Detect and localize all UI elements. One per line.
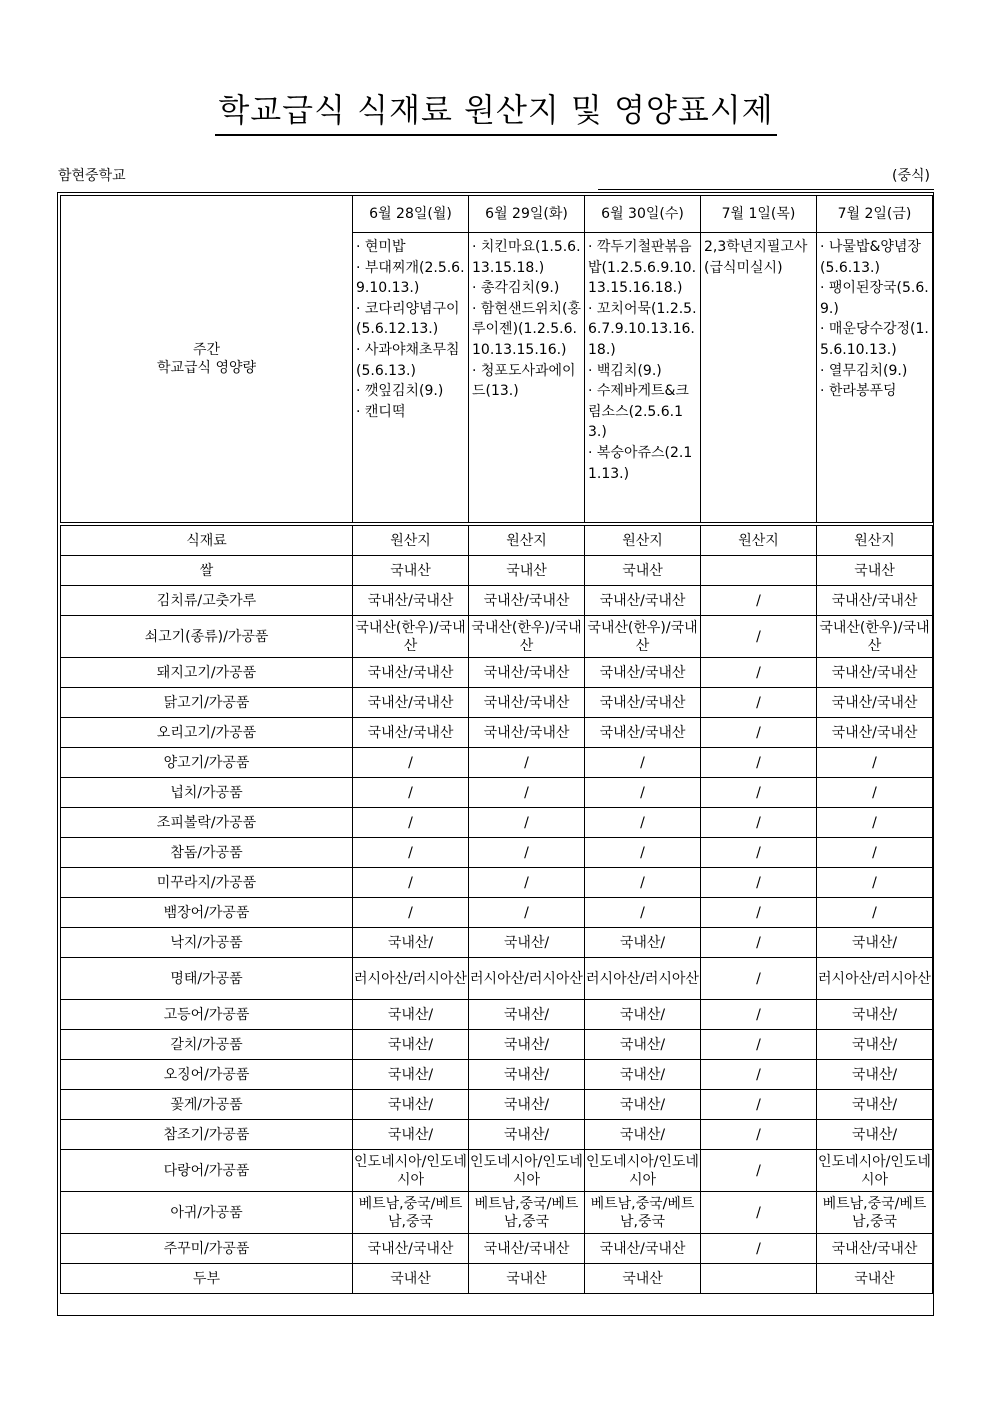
ingredient-name: 꽃게/가공품 xyxy=(61,1090,353,1120)
day-header: 6월 29일(화) xyxy=(469,196,585,233)
origin-header: 원산지 xyxy=(817,526,933,556)
origin-value: 국내산/국내산 xyxy=(469,718,585,748)
menu-item: · 함현샌드위치(홍루이젠)(1.2.5.6.10.13.15.16.) xyxy=(472,300,582,358)
origin-value: 국내산 xyxy=(469,1264,585,1294)
menu-item: · 깻잎김치(9.) xyxy=(356,383,444,400)
page-title-wrap xyxy=(0,88,992,136)
origin-value: 국내산/ xyxy=(353,1060,469,1090)
table-row xyxy=(61,586,933,616)
origin-value: / xyxy=(585,748,701,778)
origin-value: 국내산/ xyxy=(469,1000,585,1030)
menu-item: · 한라봉푸딩 xyxy=(820,383,897,400)
origin-value: 국내산/국내산 xyxy=(353,1234,469,1264)
origin-value: 국내산 xyxy=(817,1264,933,1294)
origin-value: / xyxy=(701,586,817,616)
origin-value: / xyxy=(701,748,817,778)
origin-value: / xyxy=(817,868,933,898)
page-title: 학교급식 식재료 원산지 및 영양표시제 xyxy=(215,88,776,136)
menu-cell xyxy=(469,233,585,523)
origin-value: 베트남,중국/베트남,중국 xyxy=(353,1192,469,1234)
school-name: 함현중학교 xyxy=(58,168,126,184)
origin-value: 국내산(한우)/국내산 xyxy=(817,616,933,658)
origin-value: 국내산/국내산 xyxy=(817,658,933,688)
day-header: 6월 28일(월) xyxy=(353,196,469,233)
origin-value: 국내산/ xyxy=(353,1030,469,1060)
origin-value: / xyxy=(817,838,933,868)
origin-value: 국내산(한우)/국내산 xyxy=(353,616,469,658)
table-row xyxy=(61,928,933,958)
origin-value: / xyxy=(701,1234,817,1264)
menu-item: · 나물밥&양념장(5.6.13.) xyxy=(820,239,921,276)
origin-value: 국내산/국내산 xyxy=(817,1234,933,1264)
menu-item: · 부대찌개(2.5.6.9.10.13.) xyxy=(356,259,465,297)
table-row xyxy=(61,688,933,718)
origin-value: 국내산/국내산 xyxy=(469,586,585,616)
origin-value xyxy=(701,1264,817,1294)
origin-value xyxy=(701,556,817,586)
origin-value: / xyxy=(701,1120,817,1150)
menu-item: · 매운당수강정(1.5.6.10.13.) xyxy=(820,321,929,358)
origin-value: 국내산/ xyxy=(817,1060,933,1090)
origin-value: 국내산/ xyxy=(817,1120,933,1150)
day-header: 7월 1일(목) xyxy=(701,196,817,233)
origin-value: 국내산/ xyxy=(585,1120,701,1150)
table-row xyxy=(61,556,933,586)
table-row xyxy=(61,1234,933,1264)
origin-value: 국내산/ xyxy=(817,928,933,958)
meal-type: (중식) xyxy=(892,168,930,184)
table-row xyxy=(61,868,933,898)
origin-value: 국내산/ xyxy=(469,1060,585,1090)
origin-value: / xyxy=(585,778,701,808)
origin-value: 인도네시아/인도네시아 xyxy=(469,1150,585,1192)
weekly-label: 주간 xyxy=(192,342,221,358)
origin-value: 국내산/ xyxy=(353,1090,469,1120)
origin-header-row xyxy=(61,526,933,556)
menu-item: · 복숭아쥬스(2.11.13.) xyxy=(588,444,693,482)
origin-value: / xyxy=(469,748,585,778)
menu-item: · 총각김치(9.) xyxy=(472,280,560,297)
origin-value: / xyxy=(701,616,817,658)
origin-value: / xyxy=(469,838,585,868)
day-header: 7월 2일(금) xyxy=(817,196,933,233)
origin-value: / xyxy=(701,1000,817,1030)
ingredient-name: 미꾸라지/가공품 xyxy=(61,868,353,898)
origin-value: 국내산(한우)/국내산 xyxy=(469,616,585,658)
origin-value: 국내산/ xyxy=(469,928,585,958)
menu-item: · 수제바게트&크림소스(2.5.6.13.) xyxy=(588,383,689,441)
origin-value: 국내산/ xyxy=(817,1090,933,1120)
origin-value: 국내산/국내산 xyxy=(585,718,701,748)
origin-value: / xyxy=(353,808,469,838)
origin-value: 베트남,중국/베트남,중국 xyxy=(585,1192,701,1234)
ingredient-name: 고등어/가공품 xyxy=(61,1000,353,1030)
origin-value: 국내산/ xyxy=(353,1000,469,1030)
origin-value: / xyxy=(817,778,933,808)
origin-value: 러시아산/러시아산 xyxy=(817,958,933,1000)
menu-item: 2,3학년지필고사(급식미실시) xyxy=(704,239,808,276)
table-row xyxy=(61,1264,933,1294)
ingredient-header: 식재료 xyxy=(61,526,353,556)
ingredient-name: 쇠고기(종류)/가공품 xyxy=(61,616,353,658)
origin-value: / xyxy=(353,838,469,868)
origin-value: 국내산/ xyxy=(817,1000,933,1030)
ingredient-name: 명태/가공품 xyxy=(61,958,353,1000)
origin-value: 국내산/국내산 xyxy=(353,658,469,688)
origin-value: 러시아산/러시아산 xyxy=(469,958,585,1000)
origin-value: 러시아산/러시아산 xyxy=(585,958,701,1000)
menu-item: · 청포도사과에이드(13.) xyxy=(472,362,576,400)
origin-value: / xyxy=(701,868,817,898)
table-row xyxy=(61,658,933,688)
origin-value: 국내산/국내산 xyxy=(585,658,701,688)
menu-item: · 꼬치어묵(1.2.5.6.7.9.10.13.16.18.) xyxy=(588,300,697,358)
origin-value: / xyxy=(701,778,817,808)
table-row xyxy=(61,958,933,1000)
origin-value: / xyxy=(585,898,701,928)
origin-value: 국내산/국내산 xyxy=(585,1234,701,1264)
menu-cell xyxy=(585,233,701,523)
ingredient-name: 두부 xyxy=(61,1264,353,1294)
origin-value: 국내산/ xyxy=(353,1120,469,1150)
menu-item: · 현미밥 xyxy=(356,239,406,255)
table-row xyxy=(61,1120,933,1150)
origin-value: / xyxy=(701,838,817,868)
menu-cell xyxy=(701,233,817,523)
origin-value: / xyxy=(701,1030,817,1060)
ingredient-name: 갈치/가공품 xyxy=(61,1030,353,1060)
ingredient-name: 다랑어/가공품 xyxy=(61,1150,353,1192)
ingredient-name: 넙치/가공품 xyxy=(61,778,353,808)
origin-value: / xyxy=(701,688,817,718)
origin-value: 국내산/ xyxy=(585,1060,701,1090)
ingredient-name: 양고기/가공품 xyxy=(61,748,353,778)
table-row xyxy=(61,748,933,778)
origin-value: 국내산/ xyxy=(817,1030,933,1060)
menu-item: · 캔디떡 xyxy=(356,403,406,420)
origin-value: / xyxy=(585,868,701,898)
origin-value: 국내산 xyxy=(469,556,585,586)
origin-value: 국내산/국내산 xyxy=(353,688,469,718)
menu-item: · 코다리양념구이(5.6.12.13.) xyxy=(356,300,460,338)
origin-value: / xyxy=(353,898,469,928)
nutrition-label: 학교급식 영양량 xyxy=(156,360,257,376)
origin-value: / xyxy=(701,898,817,928)
ingredient-name: 참돔/가공품 xyxy=(61,838,353,868)
table-row xyxy=(61,1192,933,1234)
origin-header: 원산지 xyxy=(353,526,469,556)
menu-item: · 팽이된장국(5.6.9.) xyxy=(820,280,929,317)
origin-value: / xyxy=(701,928,817,958)
origin-value: 러시아산/러시아산 xyxy=(353,958,469,1000)
ingredient-name: 아귀/가공품 xyxy=(61,1192,353,1234)
origin-value: 국내산(한우)/국내산 xyxy=(585,616,701,658)
menu-item: · 백김치(9.) xyxy=(588,362,662,379)
origin-value: 국내산/국내산 xyxy=(469,658,585,688)
ingredient-name: 조피볼락/가공품 xyxy=(61,808,353,838)
table-row xyxy=(61,616,933,658)
origin-value: / xyxy=(701,1060,817,1090)
ingredient-name: 오리고기/가공품 xyxy=(61,718,353,748)
origin-value: 국내산 xyxy=(353,1264,469,1294)
ingredient-name: 뱀장어/가공품 xyxy=(61,898,353,928)
table-row xyxy=(61,778,933,808)
origin-value: 국내산/국내산 xyxy=(817,718,933,748)
weekly-nutrition-label xyxy=(61,196,353,523)
ingredient-name: 오징어/가공품 xyxy=(61,1060,353,1090)
origin-value: 국내산 xyxy=(817,556,933,586)
origin-value: 인도네시아/인도네시아 xyxy=(817,1150,933,1192)
origin-value: 국내산/ xyxy=(585,1090,701,1120)
table-row xyxy=(61,1150,933,1192)
origin-value: 국내산/국내산 xyxy=(585,688,701,718)
ingredient-name: 참조기/가공품 xyxy=(61,1120,353,1150)
origin-header: 원산지 xyxy=(469,526,585,556)
ingredient-name: 낙지/가공품 xyxy=(61,928,353,958)
origin-header: 원산지 xyxy=(701,526,817,556)
menu-cell xyxy=(353,233,469,523)
origin-value: 국내산 xyxy=(353,556,469,586)
table-row xyxy=(61,1060,933,1090)
origin-value: 국내산/국내산 xyxy=(585,586,701,616)
origin-value: / xyxy=(701,1090,817,1120)
origin-value: 인도네시아/인도네시아 xyxy=(585,1150,701,1192)
menu-item: · 열무김치(9.) xyxy=(820,362,908,379)
menu-item: · 깍두기철판볶음밥(1.2.5.6.9.10.13.15.16.18.) xyxy=(588,239,697,297)
origin-value: / xyxy=(701,808,817,838)
table-row xyxy=(61,1090,933,1120)
ingredient-name: 닭고기/가공품 xyxy=(61,688,353,718)
origin-value: 국내산/국내산 xyxy=(353,718,469,748)
menu-item: · 치킨마요(1.5.6.13.15.18.) xyxy=(472,239,581,276)
origin-value: 국내산/국내산 xyxy=(817,586,933,616)
origin-value: 국내산 xyxy=(585,1264,701,1294)
menu-item: · 사과야채초무침(5.6.13.) xyxy=(356,341,460,379)
origin-value: 국내산/ xyxy=(585,1030,701,1060)
menu-cell xyxy=(817,233,933,523)
origin-value: / xyxy=(469,778,585,808)
origin-header: 원산지 xyxy=(585,526,701,556)
origin-value: 인도네시아/인도네시아 xyxy=(353,1150,469,1192)
origin-value: 국내산/국내산 xyxy=(469,688,585,718)
table-row xyxy=(61,718,933,748)
day-header: 6월 30일(수) xyxy=(585,196,701,233)
header-divider xyxy=(598,189,934,190)
ingredient-name: 쌀 xyxy=(61,556,353,586)
origin-value: 국내산/국내산 xyxy=(817,688,933,718)
table-row xyxy=(61,1000,933,1030)
origin-value: 베트남,중국/베트남,중국 xyxy=(469,1192,585,1234)
ingredient-name: 김치류/고춧가루 xyxy=(61,586,353,616)
origin-value: / xyxy=(353,778,469,808)
date-header-row xyxy=(61,196,933,233)
origin-value: / xyxy=(817,748,933,778)
origin-value: 국내산 xyxy=(585,556,701,586)
origin-value: 국내산/ xyxy=(585,928,701,958)
origin-value: / xyxy=(469,808,585,838)
origin-value: / xyxy=(817,808,933,838)
origin-value: / xyxy=(817,898,933,928)
table-row xyxy=(61,808,933,838)
table-row xyxy=(61,898,933,928)
origin-value: / xyxy=(585,838,701,868)
origin-value: / xyxy=(701,958,817,1000)
table-row xyxy=(61,1030,933,1060)
origin-value: / xyxy=(353,868,469,898)
origin-nutrition-table xyxy=(60,195,933,1294)
origin-value: 국내산/ xyxy=(469,1030,585,1060)
origin-value: 국내산/ xyxy=(469,1120,585,1150)
origin-value: 베트남,중국/베트남,중국 xyxy=(817,1192,933,1234)
origin-value: / xyxy=(701,1150,817,1192)
origin-value: / xyxy=(469,868,585,898)
origin-value: 국내산/국내산 xyxy=(353,586,469,616)
origin-value: / xyxy=(701,658,817,688)
origin-value: / xyxy=(469,898,585,928)
origin-value: / xyxy=(701,718,817,748)
origin-value: 국내산/ xyxy=(469,1090,585,1120)
ingredient-name: 주꾸미/가공품 xyxy=(61,1234,353,1264)
origin-value: 국내산/ xyxy=(585,1000,701,1030)
table-row xyxy=(61,838,933,868)
origin-value: 국내산/ xyxy=(353,928,469,958)
origin-value: / xyxy=(353,748,469,778)
ingredient-name: 돼지고기/가공품 xyxy=(61,658,353,688)
origin-value: / xyxy=(585,808,701,838)
origin-value: / xyxy=(701,1192,817,1234)
origin-value: 국내산/국내산 xyxy=(469,1234,585,1264)
